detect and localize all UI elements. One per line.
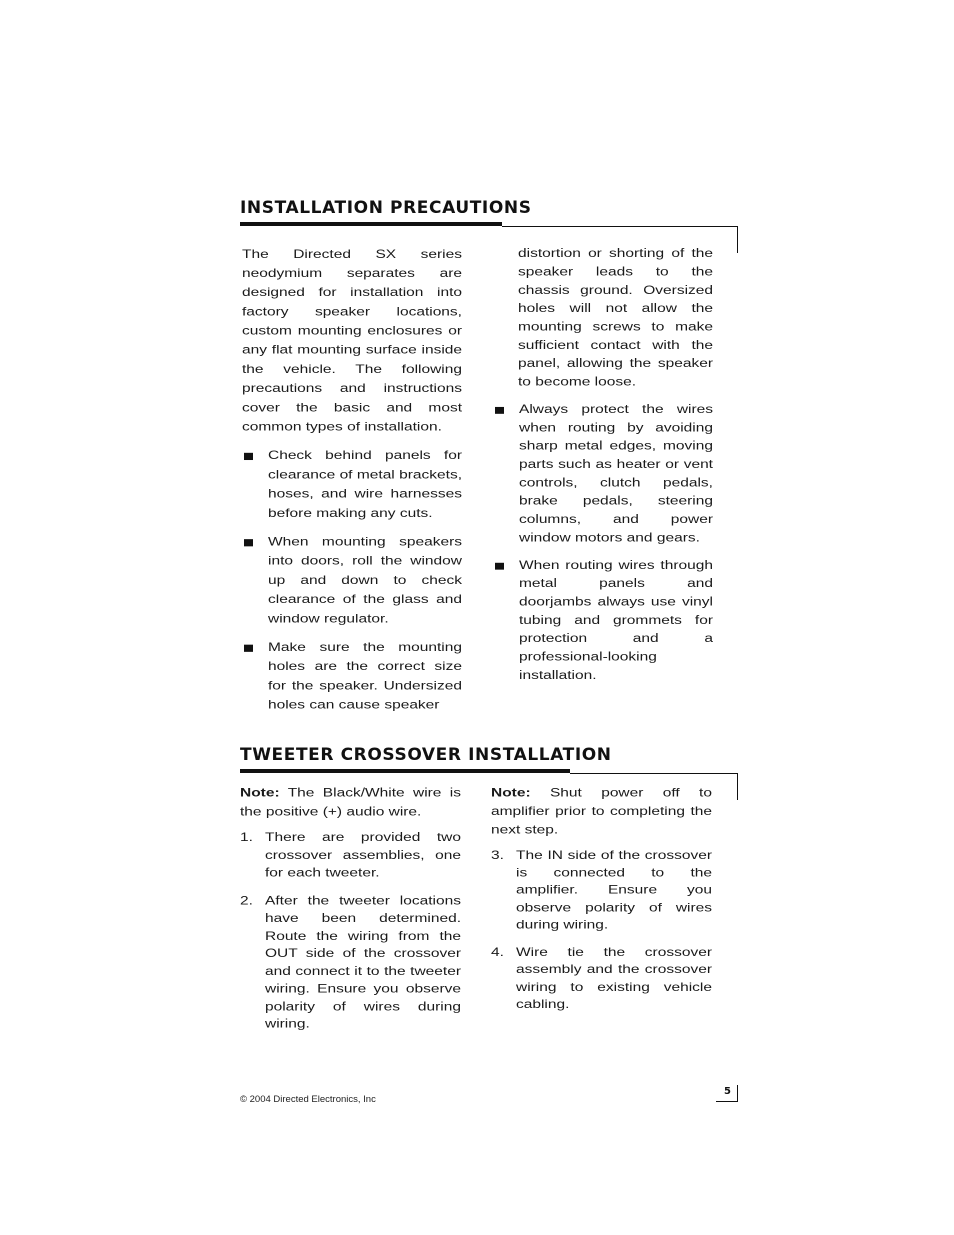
note-paragraph: Note: The Black/White wire is the positive (+) audio wire.: [240, 786, 461, 819]
bullet-item: When mounting speakers into doors, roll the window up and down to check clearance of the glass and window regulator.: [242, 533, 462, 629]
heading-underline: [240, 222, 502, 226]
heading-rule-tick: [737, 226, 738, 253]
bullet-item: Always protect the wires when routing by avoiding sharp metal edges, moving parts such as heater or vent controls, clutch pedals, brake pedals, steering columns, and power window motors and gears.: [493, 401, 713, 548]
section-title: INSTALLATION PRECAUTIONS: [240, 198, 532, 218]
crossover-right-column: [491, 784, 712, 1014]
section-tweeter-crossover-heading: [240, 745, 612, 765]
numbered-step: 1. There are provided two crossover assemblies, one for each tweeter.: [240, 831, 461, 880]
heading-rule-tick: [737, 773, 738, 800]
square-bullet-icon: [495, 563, 504, 570]
bullet-item: Check behind panels for clearance of metal brackets, hoses, and wire harnesses before making any cuts.: [242, 446, 462, 523]
note-paragraph: Note: Shut power off to amplifier prior to completing the next step.: [491, 786, 712, 837]
heading-rule: [502, 226, 738, 227]
numbered-step: 3. The IN side of the crossover is connected to the amplifier. Ensure you observe polarity of wires during wiring.: [491, 848, 712, 932]
page-number: 5: [724, 1086, 731, 1097]
page-number-underline: [716, 1101, 738, 1102]
page-number-tick: [737, 1085, 738, 1102]
heading-underline: [240, 769, 570, 773]
section-title: TWEETER CROSSOVER INSTALLATION: [240, 745, 612, 765]
intro-paragraph: The Directed SX series neodymium separates are designed for installation into factory speaker locations, custom mounting enclosures or any flat mounting surface inside the vehicle. The following precautions and instructions cover the basic and most common types of installation.: [242, 247, 462, 434]
precautions-right-column: [493, 245, 713, 685]
continuation-paragraph: distortion or shorting of the speaker leads to the chassis ground. Oversized holes will not allow the mounting screws to make sufficient contact with the panel, allowing the speaker to become loose.: [518, 247, 713, 389]
square-bullet-icon: [244, 645, 253, 652]
square-bullet-icon: [244, 453, 253, 460]
footer-copyright: © 2004 Directed Electronics, Inc: [240, 1094, 376, 1105]
bullet-item: When routing wires through metal panels and doorjambs always use vinyl tubing and grommets for protection and a professional-looking installation.: [493, 557, 713, 685]
crossover-left-column: [240, 784, 461, 1034]
heading-rule: [570, 773, 738, 774]
section-installation-precautions-heading: [240, 198, 532, 218]
precautions-left-column: [242, 245, 462, 715]
square-bullet-icon: [495, 407, 504, 414]
square-bullet-icon: [244, 539, 253, 546]
bullet-item: Make sure the mounting holes are the correct size for the speaker. Undersized holes can cause speaker: [242, 638, 462, 715]
numbered-step: 2. After the tweeter locations have been determined. Route the wiring from the OUT side of the crossover and connect it to the tweeter wiring. Ensure you observe polarity of wires during wiring.: [240, 894, 461, 1031]
numbered-step: 4. Wire tie the crossover assembly and the crossover wiring to existing vehicle cabling.: [491, 945, 712, 1011]
